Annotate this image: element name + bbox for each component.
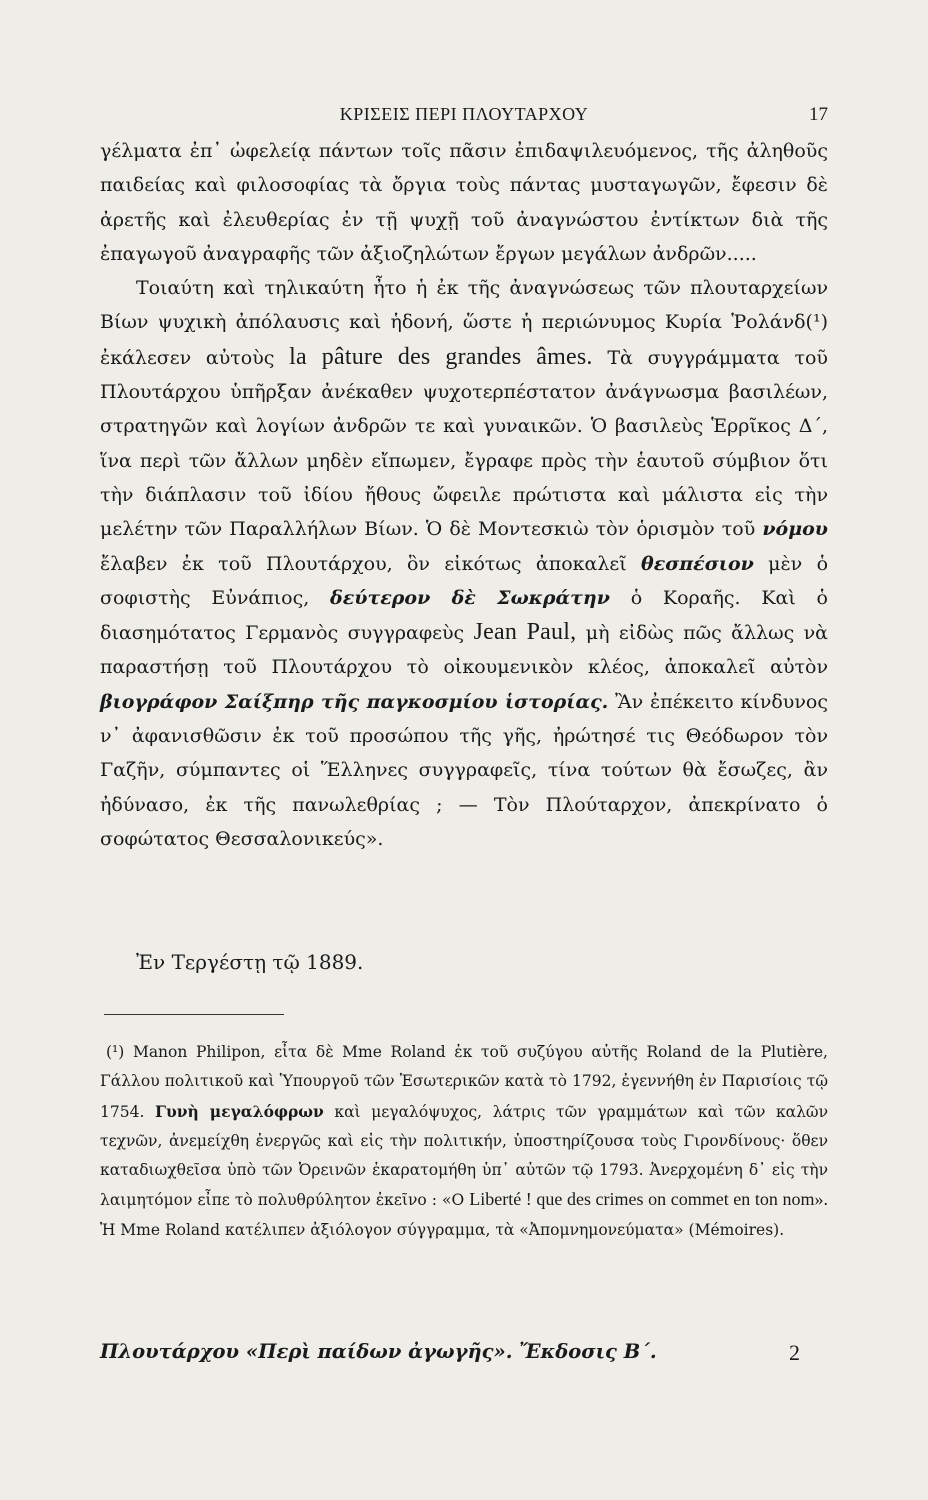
main-text [100, 134, 828, 856]
running-head [100, 104, 828, 130]
footnote-text [100, 1038, 828, 1245]
dateline: Ἐν Τεργέστῃ τῷ 1889. [136, 950, 364, 974]
text-segment: μὴ εἰδὼς πῶς ἄλλως νὰ παραστήσῃ τοῦ Πλουτάρχου τὸ οἰκουμενικὸν κλέος, ἀποκαλεῖ αὐτὸν [100, 622, 829, 679]
text-segment: Τὰ συγγράμματα τοῦ Πλουτάρχου ὑπῆρξαν ἀνέκαθεν ψυχοτερπέστατον ἀνάγνωσμα βασιλέων, στρατηγῶν καὶ λογίων ἀνδρῶν τε καὶ γυναικῶν. Ὁ βασιλεὺς Ἑρρῖκος Δ΄, ἵνα περὶ τῶν ἄλλων μηδὲν εἴπωμεν, ἔγραφε πρὸς τὴν ἑαυτοῦ σύμβιον ὅτι τὴν διάπλασιν τοῦ ἰδίου ἤθους ὤφειλε πρώτιστα καὶ μάλιστα εἰς τὴν μελέτην τῶν Παραλλήλων Βίων. Ὁ δὲ Μοντεσκιὼ τὸν ὁρισμὸν τοῦ [100, 346, 828, 541]
emphasis-deuteron-socraten: δεύτερον δὲ Σωκράτην [330, 586, 610, 609]
french-quote: la pâture des grandes âmes. [289, 343, 593, 370]
text-segment: μὲν ὁ σοφιστὴς Εὐνάπιος, [100, 552, 829, 609]
footnote [100, 1038, 828, 1245]
running-head-title: ΚΡΙΣΕΙΣ ΠΕΡΙ ΠΛΟΥΤΑΡΧΟΥ [339, 104, 589, 124]
footnote-segment: Ἡ Mme Roland κατέλιπεν ἀξιόλογον σύγγραμμα, τὰ «Ἀπομνημονεύματα» (Mémoires). [100, 1220, 785, 1239]
emphasis-biographer-shakespeare: βιογράφον Σαίξπηρ τῆς παγκοσμίου ἱστορίας. [100, 690, 609, 713]
footnote-segment: καὶ μεγαλόψυχος, λάτρις τῶν γραμμάτων καὶ τῶν καλῶν τεχνῶν, ἀνεμείχθη ἐνεργῶς καὶ εἰς τὴν πολιτικήν, ὑποστηρίζουσα τοὺς Γιρονδίνους· ὅθεν καταδιωχθεῖσα ὑπὸ τῶν Ὀρεινῶν ἐκαρατομήθη ὑπ᾽ αὐτῶν τῷ 1793. Ἀνερχομένη δ᾽ εἰς τὴν λαιμητόμον εἶπε τὸ πολυθρύλητον ἐκεῖνο : «O [100, 1102, 828, 1210]
text-segment: ἔλαβεν ἐκ τοῦ Πλουτάρχου, ὃν εἰκότως ἀποκαλεῖ [100, 552, 627, 575]
footnote-rule [104, 1014, 284, 1015]
emphasis-thespesion: θεσπέσιον [641, 552, 754, 575]
author-jean-paul: Jean Paul, [473, 619, 577, 646]
footnote-segment: (¹) Manon Philipon, εἶτα δὲ Mme Roland ἐκ τοῦ συζύγου αὐτῆς Roland de la Plutière, Γάλλου πολιτικοῦ καὶ Ὑπουργοῦ τῶν Ἐσωτερικῶν κατὰ τὸ 1792, ἐγεννήθη ἐν Παρισίοις τῷ 1754. [100, 1043, 828, 1121]
printer-signature [100, 1340, 828, 1374]
footnote-bold: Γυνὴ μεγαλόφρων [154, 1101, 324, 1121]
signature-text: Πλουτάρχου «Περὶ παίδων ἀγωγῆς». Ἔκδοσις Β΄. [100, 1340, 657, 1363]
text-segment: Ἂν ἐπέκειτο κίνδυνος ν᾽ ἀφανισθῶσιν ἐκ τοῦ προσώπου τῆς γῆς, ἠρώτησέ τις Θεόδωρον τὸν Γαζῆν, σύμπαντες οἱ Ἕλληνες συγγραφεῖς, τίνα τούτων θὰ ἔσωζες, ἂν ἠδύνασο, ἐκ τῆς πανωλεθρίας ; — Τὸν Πλούταρχον, ἀπεκρίνατο ὁ σοφώτατος Θεσσαλονικεύς». [100, 690, 828, 850]
text-segment: ὁ Κοραῆς. Καὶ ὁ διασημότατος Γερμανὸς συγγραφεὺς [100, 586, 828, 645]
paragraph-continued: γέλματα ἐπ᾽ ὠφελείᾳ πάντων τοῖς πᾶσιν ἐπιδαψιλευόμενος, τῆς ἀληθοῦς παιδείας καὶ φιλοσοφίας τὰ ὄργια τοὺς πάντας μυσταγωγῶν, ἔφεσιν δὲ ἀρετῆς καὶ ἐλευθερίας ἐν τῇ ψυχῇ τοῦ ἀναγνώστου ἐντίκτων διὰ τῆς ἐπαγωγοῦ ἀναγραφῆς τῶν ἀξιοζηλώτων ἔργων μεγάλων ἀνδρῶν..... [100, 140, 828, 265]
footnote-french-quote: Liberté ! que des crimes on commet en ton nom». [469, 1189, 828, 1210]
emphasis-nomou: νόμου [762, 518, 828, 541]
text-segment: Τοιαύτη καὶ τηλικαύτη ἦτο ἡ ἐκ τῆς ἀναγνώσεως τῶν πλουταρχείων Βίων ψυχικὴ ἀπόλαυσις καὶ ἡδονή, ὥστε ἡ περιώνυμος Κυρία Ῥολάνδ(¹) ἐκάλεσεν αὐτοὺς [100, 277, 828, 369]
paragraph-plutarch-readers [100, 271, 828, 856]
signature-number: 2 [789, 1340, 800, 1365]
page-number: 17 [809, 104, 828, 125]
